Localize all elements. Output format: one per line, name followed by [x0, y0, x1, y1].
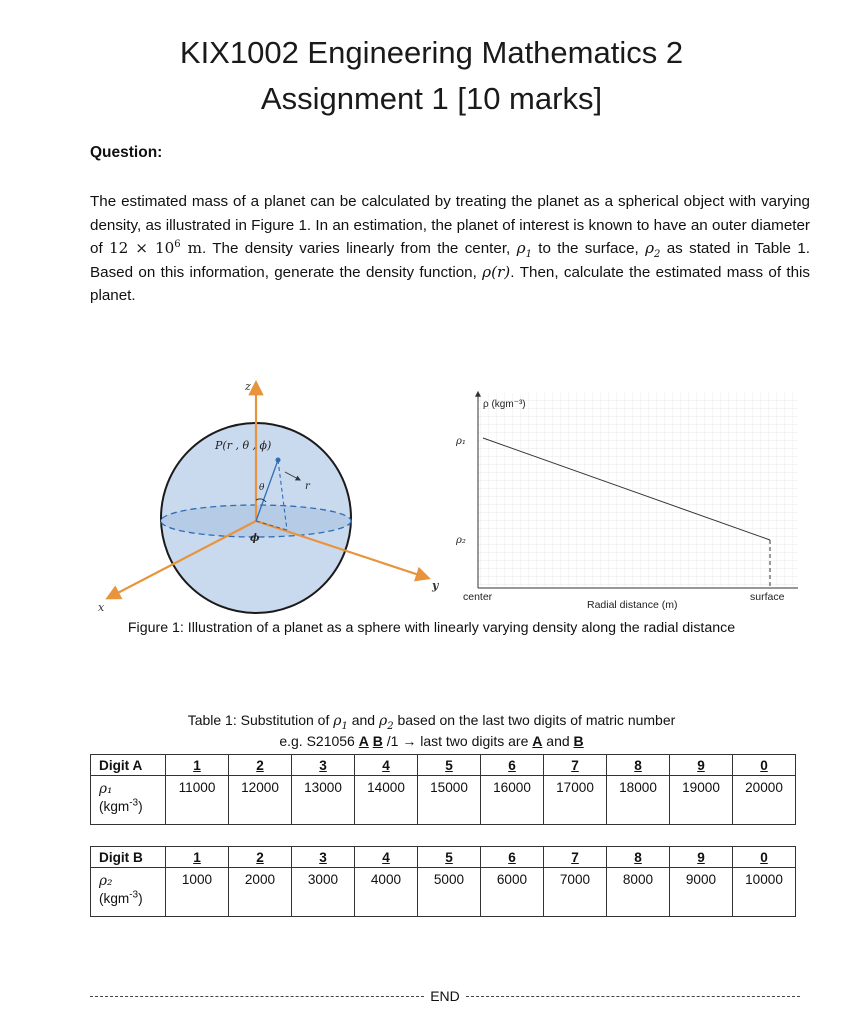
x-axis-label: x	[98, 601, 105, 614]
table-a-value-row	[91, 776, 796, 825]
table-a-row-label: ρ₁ (kgm$^{-3}$)	[91, 776, 166, 825]
density-function: ρ(r)	[482, 262, 511, 281]
figure-1	[0, 370, 863, 620]
table-digit-a	[90, 754, 796, 825]
question-text-2: . The density varies linearly from the center,	[202, 240, 517, 258]
table-a-digit-cell: 9	[670, 755, 733, 776]
table-caption-line-2: e.g. S21056 A B /1 → last two digits are A and B	[279, 733, 584, 749]
y-axis-label: y	[432, 579, 439, 592]
rho1-symbol: $\rho_1$	[516, 239, 532, 261]
table-a-value-cell: 19000	[670, 776, 733, 825]
table-b-digit-cell: 4	[355, 847, 418, 868]
table-caption-line-1: Table 1: Substitution of $\rho_1$ and $\rho_2$ based on the last two digits of matric number	[187, 712, 676, 732]
graph-center-label: center	[463, 591, 493, 603]
end-dash-right	[466, 996, 800, 997]
graph-surface-label: surface	[750, 591, 785, 603]
table-b-value-cell: 5000	[418, 868, 481, 917]
graph-y-axis-label: ρ (kgm⁻³)	[483, 399, 526, 410]
r-label: r	[305, 481, 310, 492]
table-a-value-cell: 11000	[166, 776, 229, 825]
phi-label: ϕ	[250, 533, 260, 544]
table-a-header: Digit A	[91, 755, 166, 776]
table-a-digit-cell: 7	[544, 755, 607, 776]
table-a-value-cell: 16000	[481, 776, 544, 825]
question-text-5: . Then, calculate the estimated mass of this planet.	[90, 263, 810, 305]
question-text-3: to the surface,	[531, 240, 646, 258]
diameter-value: $12 \times 10^6$ m	[109, 239, 202, 258]
table-b-digit-row	[91, 847, 796, 868]
table-a-digit-cell: 8	[607, 755, 670, 776]
table-a-digit-cell: 6	[481, 755, 544, 776]
table-b-value-cell: 1000	[166, 868, 229, 917]
graph-rho1-label: ρ₁	[456, 436, 466, 447]
table-a-value-cell: 12000	[229, 776, 292, 825]
table-b-digit-cell: 9	[670, 847, 733, 868]
question-text-4: as stated in Table 1. Based on this information, generate the density function,	[90, 240, 810, 281]
graph-grid	[478, 393, 798, 586]
question-text	[90, 190, 810, 308]
rho2-symbol: $\rho_2$	[645, 239, 661, 261]
theta-label: θ	[259, 483, 265, 493]
table-b-digit-cell: 2	[229, 847, 292, 868]
point-p	[276, 458, 281, 463]
table-a-digit-row	[91, 755, 796, 776]
table-a-digit-cell: 0	[733, 755, 796, 776]
table-a-digit-cell: 5	[418, 755, 481, 776]
graph-rho2-label: ρ₂	[456, 535, 466, 546]
end-marker	[90, 988, 800, 1004]
table-caption	[0, 710, 863, 751]
table-a-value-cell: 20000	[733, 776, 796, 825]
graph-x-axis-label: Radial distance (m)	[587, 599, 678, 611]
table-a-value-cell: 13000	[292, 776, 355, 825]
table-a-value-cell: 15000	[418, 776, 481, 825]
table-a-value-cell: 18000	[607, 776, 670, 825]
table-b-digit-cell: 3	[292, 847, 355, 868]
table-b-digit-cell: 5	[418, 847, 481, 868]
title-line-2: Assignment 1 [10 marks]	[260, 81, 603, 116]
table-b-value-cell: 2000	[229, 868, 292, 917]
table-b-value-cell: 10000	[733, 868, 796, 917]
table-b-value-row	[91, 868, 796, 917]
table-a-digit-cell: 2	[229, 755, 292, 776]
density-graph	[455, 392, 798, 611]
sphere-illustration	[98, 380, 440, 614]
table-b-value-cell: 7000	[544, 868, 607, 917]
table-b-digit-cell: 0	[733, 847, 796, 868]
table-digit-b	[90, 846, 796, 917]
table-a-digit-cell: 1	[166, 755, 229, 776]
table-b-digit-cell: 1	[166, 847, 229, 868]
table-a-digit-cell: 3	[292, 755, 355, 776]
question-text-1: The estimated mass of a planet can be calculated by treating the planet as a spherical object with varying density, as illustrated in Figure 1. In an estimation, the planet of interest is known to have an outer diameter of	[90, 193, 810, 258]
table-b-row-label: ρ₂ (kgm$^{-3}$)	[91, 868, 166, 917]
title-line-1: KIX1002 Engineering Mathematics 2	[179, 35, 684, 70]
point-label: P(r , θ , ϕ)	[215, 439, 272, 452]
table-b-value-cell: 6000	[481, 868, 544, 917]
question-label: Question:	[90, 144, 163, 161]
table-b-digit-cell: 8	[607, 847, 670, 868]
table-b-value-cell: 4000	[355, 868, 418, 917]
table-a-value-cell: 17000	[544, 776, 607, 825]
end-dash-left	[90, 996, 424, 997]
table-b-digit-cell: 6	[481, 847, 544, 868]
table-b-value-cell: 8000	[607, 868, 670, 917]
table-b-digit-cell: 7	[544, 847, 607, 868]
table-a-value-cell: 14000	[355, 776, 418, 825]
table-b-value-cell: 3000	[292, 868, 355, 917]
document-title	[0, 30, 863, 122]
end-label: END	[430, 988, 460, 1004]
z-axis-label: z	[245, 380, 251, 393]
table-a-digit-cell: 4	[355, 755, 418, 776]
table-b-header: Digit B	[91, 847, 166, 868]
figure-caption: Figure 1: Illustration of a planet as a sphere with linearly varying density along the radial distance	[127, 620, 736, 636]
table-b-value-cell: 9000	[670, 868, 733, 917]
